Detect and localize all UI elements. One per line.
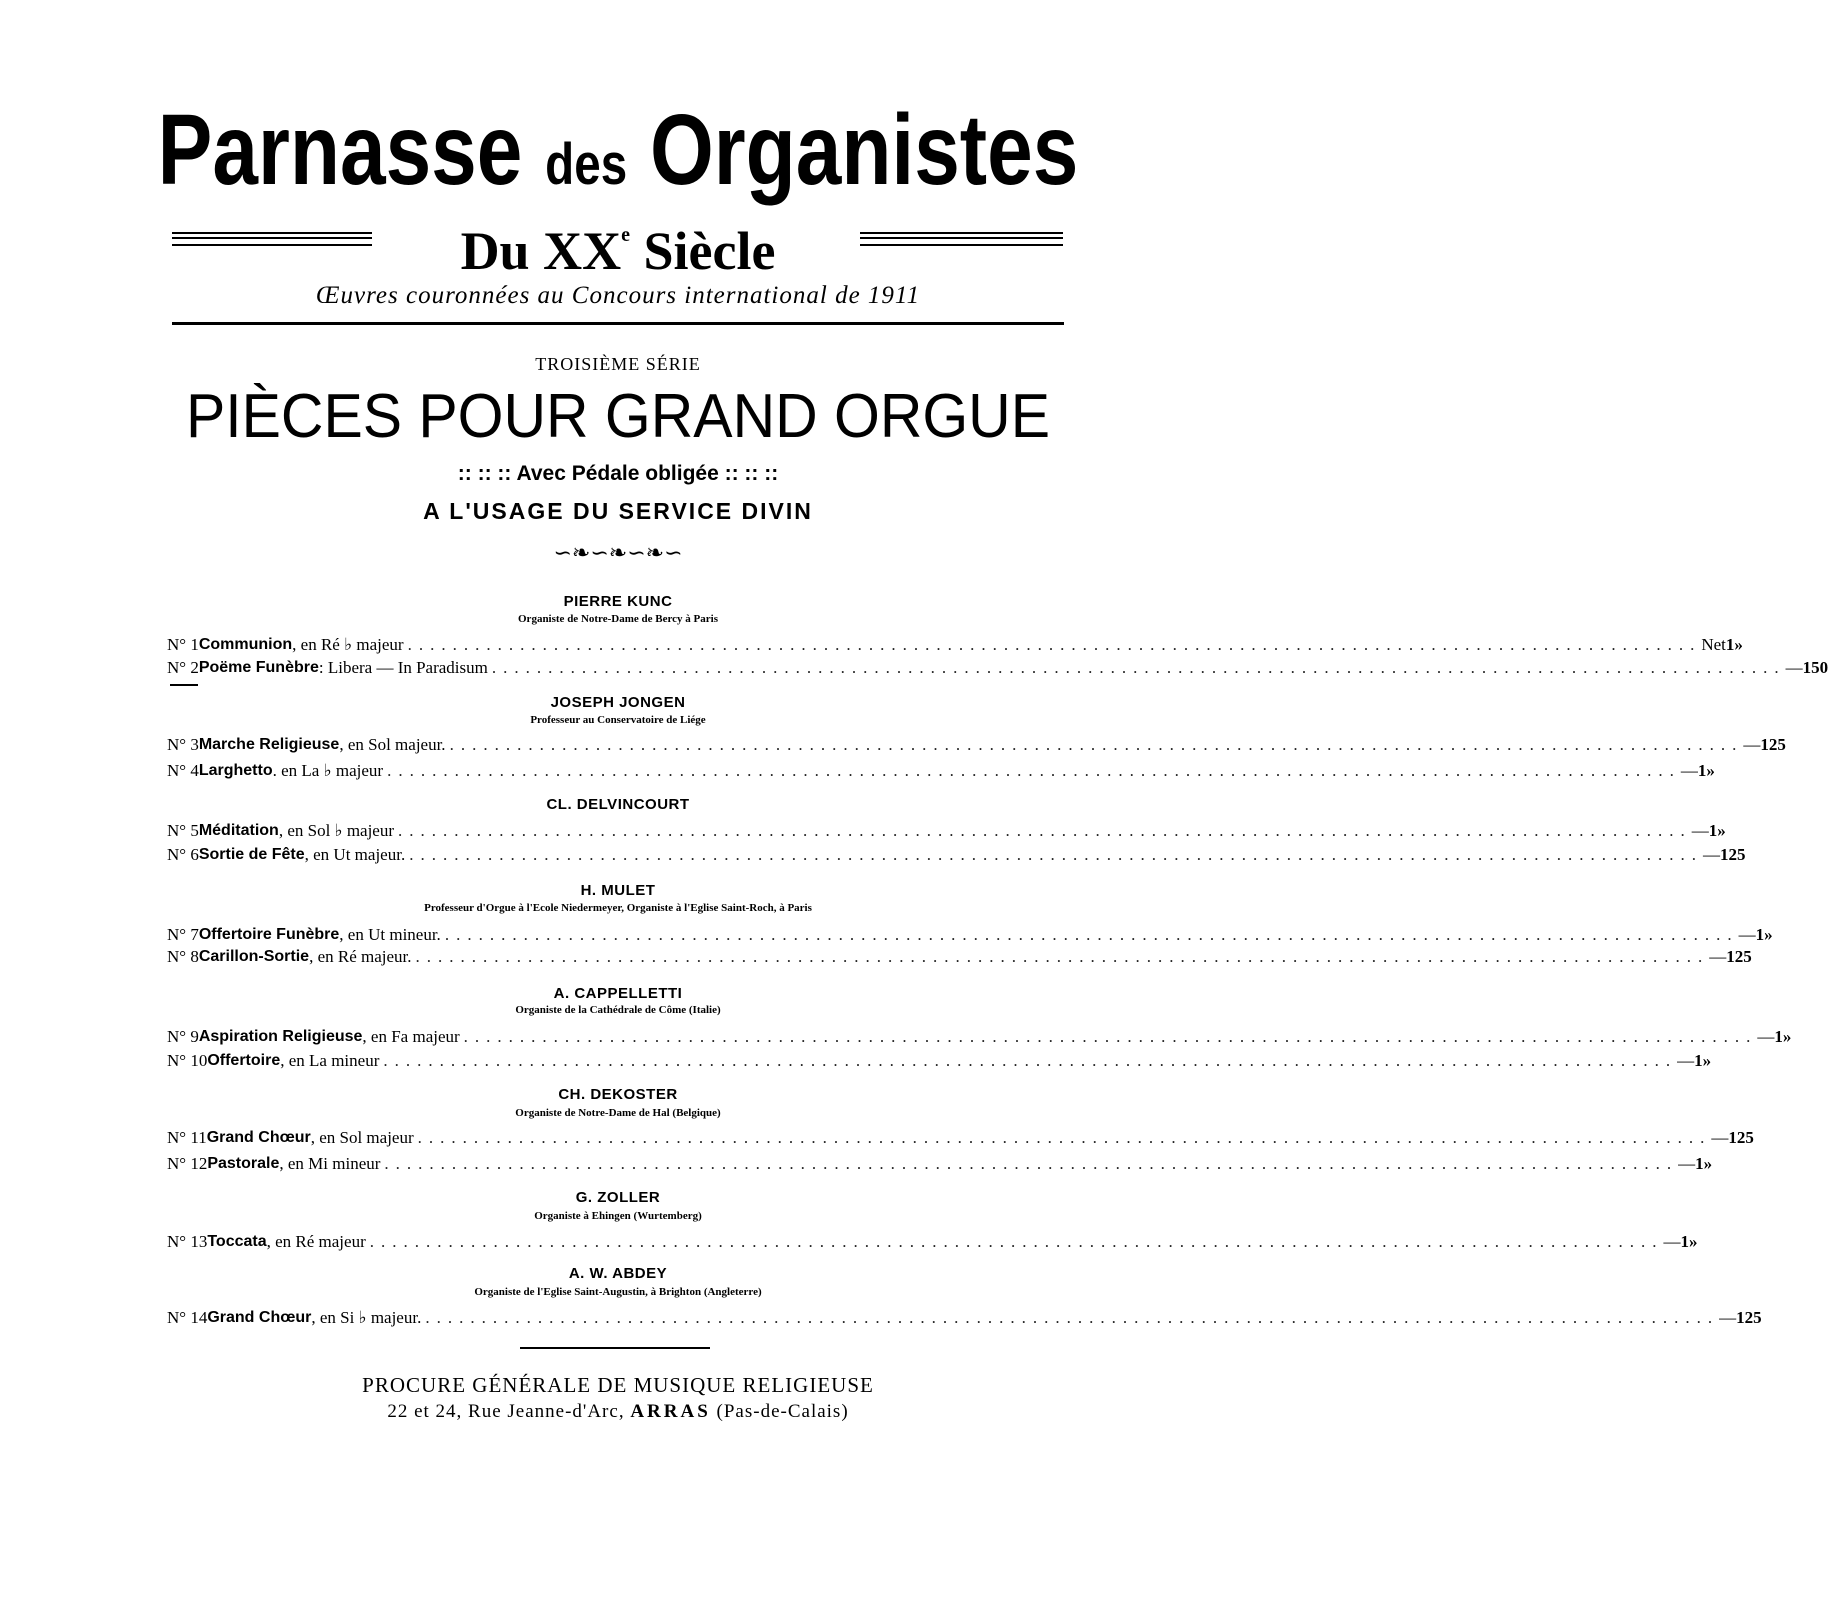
price-centimes: » (1734, 635, 1743, 654)
piece-key: , en Sol majeur (310, 1128, 414, 1147)
piece-title: Aspiration Religieuse (198, 1028, 363, 1045)
series-label: TROISIÈME SÉRIE (535, 354, 701, 374)
price-centimes: 50 (1811, 658, 1828, 677)
piece-entry (167, 1307, 1762, 1329)
piece-entry (167, 1153, 1713, 1175)
number-prefix: N° (167, 947, 187, 966)
price-francs: 1 (1697, 761, 1707, 780)
piece-title: Toccata (207, 1233, 267, 1250)
dot-leader: ................................................................................................................... (444, 925, 1739, 944)
composer-name: A. CAPPELLETTI (553, 985, 683, 1002)
piece-number (167, 1050, 207, 1072)
piece-number (167, 820, 199, 842)
piece-title: Pastorale (207, 1155, 280, 1172)
price-francs: 1 (1695, 1154, 1704, 1173)
number-prefix: N° (167, 658, 187, 677)
price-francs: 1 (1736, 1308, 1745, 1327)
series-title: PIÈCES POUR GRAND ORGUE (185, 382, 1050, 451)
piece-key: , en Si ♭ majeur. (311, 1308, 422, 1327)
price-centimes: 25 (1744, 1308, 1762, 1327)
subtitle-siecle: Siècle (643, 221, 776, 281)
piece-key: , en Ut majeur. (304, 845, 406, 864)
dot-leader: ................................................................................................................... (463, 1027, 1758, 1046)
price-francs: 1 (1708, 821, 1718, 840)
price-prefix: — (1719, 1308, 1737, 1327)
dot-leader: ................................................................................................................... (417, 1128, 1712, 1147)
composer-name: JOSEPH JONGEN (550, 694, 686, 711)
piece-entry (167, 844, 1746, 866)
piece-number (167, 844, 199, 866)
usage-note: A L'USAGE DU SERVICE DIVIN (423, 498, 813, 524)
price-prefix: — (1691, 821, 1709, 840)
composer-name: G. ZOLLER (575, 1189, 661, 1206)
piece-key: : Libera — In Paradisum (318, 658, 488, 677)
number-value: 2 (190, 658, 199, 677)
price-centimes: » (1782, 1027, 1792, 1046)
address-city: ARRAS (630, 1401, 711, 1422)
number-prefix: N° (167, 735, 187, 754)
title-part: Parnasse (157, 94, 523, 206)
dot-leader: ................................................................................................................... (449, 735, 1744, 754)
number-prefix: N° (167, 1232, 187, 1251)
price-prefix: — (1738, 925, 1756, 944)
number-value: 10 (190, 1051, 208, 1070)
number-value: 3 (190, 735, 199, 754)
price-prefix: — (1663, 1232, 1681, 1251)
number-prefix: N° (167, 761, 187, 780)
number-prefix: N° (167, 925, 187, 944)
piece-key: , en Sol ♭ majeur (278, 821, 395, 840)
piece-number (167, 634, 199, 656)
number-prefix: N° (167, 1128, 187, 1147)
price-prefix: — (1785, 658, 1803, 677)
subtitle (0, 205, 1236, 281)
number-value: 11 (190, 1128, 207, 1147)
piece-entry (167, 946, 1752, 968)
pedal-note: :: :: :: Avec Pédale obligée :: :: :: (457, 462, 779, 485)
number-value: 12 (190, 1154, 208, 1173)
piece-title: Méditation (198, 822, 279, 839)
price-centimes: » (1717, 821, 1726, 840)
price-centimes: » (1706, 761, 1715, 780)
price-francs: 1 (1725, 635, 1735, 654)
dot-leader: ................................................................................................................... (409, 845, 1703, 864)
composer-affiliation: Organiste de Notre-Dame de Bercy à Paris (518, 613, 718, 625)
number-prefix: N° (167, 1027, 187, 1046)
piece-title: Grand Chœur (207, 1309, 312, 1326)
piece-title: Offertoire Funèbre (198, 926, 340, 943)
number-prefix: N° (167, 1308, 187, 1327)
price-centimes: 25 (1736, 1128, 1754, 1147)
address (0, 1401, 1236, 1423)
price-francs: 1 (1755, 925, 1765, 944)
piece-entry (167, 820, 1726, 842)
piece-key: , en Mi mineur (279, 1154, 381, 1173)
price-francs: 1 (1774, 1027, 1783, 1046)
piece-title: Communion (198, 636, 293, 653)
ornament-icon: ∽❧∽❧∽❧∽ (553, 540, 683, 565)
piece-key: , en Ré majeur. (309, 947, 412, 966)
number-value: 4 (190, 761, 199, 780)
price-prefix: — (1677, 1051, 1695, 1070)
price-francs: 1 (1760, 735, 1769, 754)
piece-number (167, 1127, 207, 1149)
composer-name: H. MULET (580, 882, 656, 899)
short-divider (520, 1347, 710, 1349)
piece-title: Sortie de Fête (198, 846, 305, 863)
piece-key: , en La mineur (280, 1051, 380, 1070)
number-value: 13 (190, 1232, 208, 1251)
number-prefix: N° (167, 1051, 187, 1070)
price-francs: 1 (1719, 845, 1729, 864)
price-francs: 1 (1802, 658, 1812, 677)
piece-title: Carillon-Sortie (198, 948, 310, 965)
price-prefix: — (1709, 947, 1727, 966)
number-prefix: N° (167, 845, 187, 864)
tagline: Œuvres couronnées au Concours international de 1911 (315, 282, 921, 309)
composer-name: CH. DEKOSTER (558, 1086, 678, 1103)
subtitle-sup: e (621, 224, 630, 246)
dot-leader: ................................................................................................................... (387, 761, 1681, 780)
price-centimes: » (1764, 925, 1773, 944)
publisher: PROCURE GÉNÉRALE DE MUSIQUE RELIGIEUSE (362, 1373, 874, 1397)
price-francs: 1 (1728, 1128, 1737, 1147)
price-prefix: Net (1701, 635, 1726, 654)
price-prefix: — (1743, 735, 1761, 754)
piece-entry (167, 1050, 1712, 1072)
piece-key: , en Fa majeur (362, 1027, 460, 1046)
composer-affiliation: Organiste de la Cathédrale de Côme (Italie) (515, 1004, 721, 1016)
piece-key: . en La ♭ majeur (272, 761, 384, 780)
address-region: (Pas-de-Calais) (710, 1401, 849, 1422)
piece-entry (167, 734, 1786, 756)
number-value: 1 (190, 635, 199, 654)
title-des: des (545, 132, 628, 197)
piece-key: , en Ré majeur (266, 1232, 366, 1251)
price-prefix: — (1678, 1154, 1696, 1173)
piece-number (167, 946, 199, 968)
price-prefix: — (1757, 1027, 1775, 1046)
piece-number (167, 1307, 207, 1329)
price-centimes: » (1703, 1154, 1713, 1173)
composer-affiliation: Organiste de Notre-Dame de Hal (Belgique) (515, 1107, 721, 1119)
piece-entry (167, 760, 1715, 782)
price-centimes: » (1689, 1232, 1698, 1251)
composer-name: CL. DELVINCOURT (546, 796, 690, 813)
composer-name: A. W. ABDEY (568, 1265, 668, 1282)
piece-number (167, 924, 199, 946)
piece-number (167, 1026, 199, 1048)
dot-leader: ................................................................................................................... (491, 658, 1786, 677)
piece-number (167, 1153, 207, 1175)
piece-entry (167, 1231, 1698, 1253)
dot-leader: ................................................................................................................... (369, 1232, 1664, 1251)
number-value: 14 (190, 1308, 208, 1327)
composer-name: PIERRE KUNC (563, 593, 673, 610)
piece-entry (167, 924, 1773, 946)
address-street: 22 et 24, Rue Jeanne-d'Arc, (387, 1401, 631, 1422)
underline (170, 684, 198, 686)
number-value: 8 (190, 947, 199, 966)
piece-entry (167, 634, 1743, 656)
price-centimes: » (1702, 1051, 1712, 1070)
composer-affiliation: Professeur au Conservatoire de Liége (530, 714, 706, 726)
subtitle-du: Du XX (460, 221, 622, 281)
price-prefix: — (1680, 761, 1698, 780)
dot-leader: ................................................................................................................... (425, 1308, 1720, 1327)
number-value: 9 (190, 1027, 199, 1046)
piece-number (167, 657, 199, 679)
dot-leader: ................................................................................................................... (383, 1051, 1678, 1070)
piece-title: Offertoire (207, 1052, 281, 1069)
number-prefix: N° (167, 821, 187, 840)
composer-affiliation: Professeur d'Orgue à l'Ecole Niedermeyer, Organiste à l'Eglise Saint-Roch, à Paris (424, 902, 812, 914)
price-francs: 1 (1680, 1232, 1689, 1251)
piece-number (167, 734, 199, 756)
number-value: 7 (190, 925, 199, 944)
number-value: 5 (190, 821, 199, 840)
dot-leader: ................................................................................................................... (415, 947, 1710, 966)
piece-number (167, 760, 199, 782)
number-prefix: N° (167, 635, 187, 654)
piece-title: Grand Chœur (206, 1129, 311, 1146)
title-part: Organistes (649, 94, 1079, 206)
piece-title: Larghetto (198, 762, 273, 779)
number-value: 6 (190, 845, 199, 864)
composer-affiliation: Organiste à Ehingen (Wurtemberg) (534, 1210, 702, 1222)
piece-entry (167, 657, 1828, 679)
price-francs: 1 (1726, 947, 1735, 966)
main-title (111, 95, 1125, 220)
dot-leader: ................................................................................................................... (398, 821, 1692, 840)
piece-title: Poëme Funèbre (198, 659, 319, 676)
price-francs: 1 (1694, 1051, 1703, 1070)
price-centimes: 25 (1728, 845, 1746, 864)
piece-key: , en Sol majeur. (339, 735, 446, 754)
piece-entry (167, 1026, 1792, 1048)
piece-number (167, 1231, 207, 1253)
piece-title: Marche Religieuse (198, 736, 340, 753)
piece-key: , en Ut mineur. (339, 925, 441, 944)
price-centimes: 25 (1734, 947, 1752, 966)
piece-key: , en Ré ♭ majeur (292, 635, 404, 654)
composer-affiliation: Organiste de l'Eglise Saint-Augustin, à Brighton (Angleterre) (474, 1286, 762, 1298)
number-prefix: N° (167, 1154, 187, 1173)
divider (172, 322, 1064, 325)
price-prefix: — (1702, 845, 1720, 864)
dot-leader: ................................................................................................................... (407, 635, 1702, 654)
price-prefix: — (1711, 1128, 1729, 1147)
dot-leader: ................................................................................................................... (384, 1154, 1679, 1173)
price-centimes: 25 (1768, 735, 1786, 754)
piece-entry (167, 1127, 1754, 1149)
